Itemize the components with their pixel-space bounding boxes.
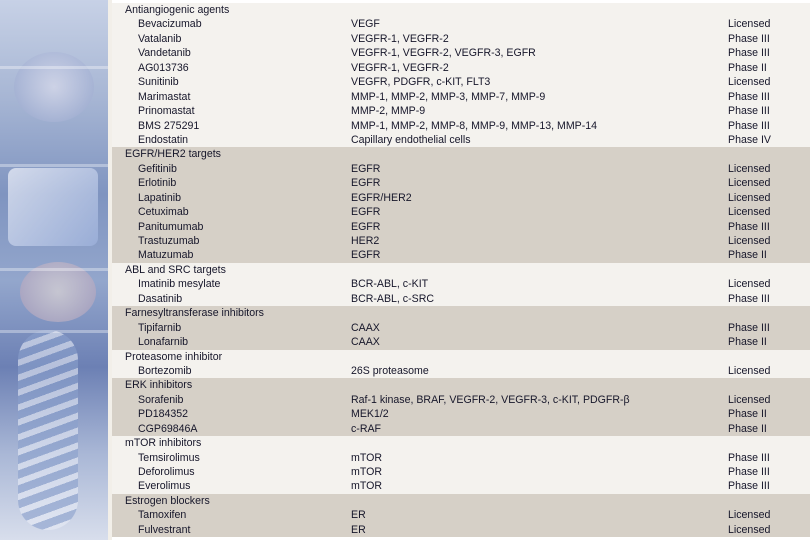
table-row: [112, 465, 810, 479]
table-row: [112, 32, 810, 46]
development-status: Licensed: [728, 364, 771, 377]
section-group: [112, 147, 810, 263]
table-row: [112, 479, 810, 493]
drug-name: Imatinib mesylate: [138, 278, 221, 291]
section-title: Proteasome inhibitor: [125, 350, 223, 363]
drug-name: Tamoxifen: [138, 509, 187, 522]
drug-name: Fulvestrant: [138, 523, 191, 536]
drug-name: Lonafarnib: [138, 336, 189, 349]
development-status: Phase III: [728, 105, 770, 118]
drug-name: Temsirolimus: [138, 451, 200, 464]
drug-name: AG013736: [138, 61, 189, 74]
molecular-target: MEK1/2: [351, 408, 389, 421]
development-status: Phase III: [728, 292, 770, 305]
molecular-target: BCR-ABL, c-SRC: [351, 292, 434, 305]
molecular-target: EGFR: [351, 162, 381, 175]
section-title: ABL and SRC targets: [125, 263, 226, 276]
table-row: [112, 407, 810, 421]
section-group: [112, 3, 810, 147]
development-status: Phase II: [728, 61, 767, 74]
section-group: [112, 306, 810, 349]
drug-name: Everolimus: [138, 480, 191, 493]
development-status: Licensed: [728, 523, 771, 536]
molecular-target: 26S proteasome: [351, 364, 429, 377]
drug-name: Tipifarnib: [138, 321, 182, 334]
development-status: Phase III: [728, 480, 770, 493]
molecular-target: HER2: [351, 235, 380, 247]
table-row: [112, 248, 810, 262]
drug-name: Vatalanib: [138, 32, 182, 45]
drug-name: Lapatinib: [138, 191, 182, 204]
development-status: Licensed: [728, 177, 771, 190]
section-header-row: [112, 350, 810, 364]
molecular-target: Capillary endothelial cells: [351, 133, 471, 146]
development-status: Phase II: [728, 422, 767, 435]
section-title: EGFR/HER2 targets: [125, 148, 221, 161]
molecular-target: CAAX: [351, 321, 380, 334]
development-status: Phase III: [728, 466, 770, 478]
molecular-target: EGFR: [351, 220, 381, 233]
molecular-target: mTOR: [351, 480, 382, 493]
development-status: Licensed: [728, 206, 771, 219]
drug-name: Vandetanib: [138, 47, 191, 60]
section-header-row: [112, 378, 810, 392]
table-row: [112, 162, 810, 176]
development-status: Licensed: [728, 278, 771, 291]
drug-name: Trastuzumab: [138, 235, 200, 247]
molecular-target: VEGFR-1, VEGFR-2: [351, 32, 449, 45]
development-status: Licensed: [728, 18, 771, 31]
development-status: Phase III: [728, 119, 770, 132]
development-status: Phase II: [728, 408, 767, 421]
development-status: Phase III: [728, 47, 770, 60]
development-status: Licensed: [728, 76, 771, 89]
section-group: [112, 436, 810, 494]
molecular-target: MMP-1, MMP-2, MMP-8, MMP-9, MMP-13, MMP-14: [351, 119, 598, 132]
section-header-row: [112, 494, 810, 508]
drug-name: Matuzumab: [138, 249, 194, 262]
molecular-target: CAAX: [351, 336, 380, 349]
table-row: [112, 75, 810, 89]
table-row: [112, 220, 810, 234]
section-header-row: [112, 147, 810, 161]
table-row: [112, 104, 810, 118]
table-row: [112, 508, 810, 522]
molecular-target: VEGF: [351, 18, 380, 31]
development-status: Phase II: [728, 249, 767, 262]
table-row: [112, 422, 810, 436]
table-row: [112, 277, 810, 291]
section-group: [112, 378, 810, 436]
table-row: [112, 364, 810, 378]
drug-name: Gefitinib: [138, 162, 177, 175]
molecular-target: MMP-1, MMP-2, MMP-3, MMP-7, MMP-9: [351, 90, 546, 103]
development-status: Phase III: [728, 321, 770, 334]
molecular-target: EGFR: [351, 249, 381, 262]
molecular-target: ER: [351, 509, 366, 522]
molecular-target: mTOR: [351, 466, 382, 478]
molecular-target: EGFR: [351, 206, 381, 219]
section-group: [112, 494, 810, 537]
table-row: [112, 234, 810, 248]
development-status: Phase III: [728, 90, 770, 103]
monitor-graphic: [8, 168, 98, 246]
table-row: [112, 393, 810, 407]
development-status: Licensed: [728, 509, 771, 522]
table-row: [112, 176, 810, 190]
development-status: Licensed: [728, 191, 771, 204]
drug-target-table: [112, 3, 810, 537]
molecular-target: VEGFR-1, VEGFR-2, VEGFR-3, EGFR: [351, 47, 536, 60]
drug-name: CGP69846A: [138, 422, 198, 435]
globe-graphic: [14, 52, 94, 122]
section-title: Farnesyltransferase inhibitors: [125, 307, 264, 320]
drug-name: Marimastat: [138, 90, 191, 103]
section-title: mTOR inhibitors: [125, 437, 202, 450]
molecular-target: MMP-2, MMP-9: [351, 105, 426, 118]
drug-name: Endostatin: [138, 133, 189, 146]
table-row: [112, 61, 810, 75]
table-row: [112, 292, 810, 306]
development-status: Licensed: [728, 235, 771, 247]
molecular-target: Raf-1 kinase, BRAF, VEGFR-2, VEGFR-3, c-KIT, PDGFR-β: [351, 393, 630, 406]
cell-graphic: [20, 262, 96, 322]
drug-name: Bevacizumab: [138, 18, 202, 31]
drug-name: PD184352: [138, 408, 189, 421]
table-row: [112, 205, 810, 219]
drug-name: Dasatinib: [138, 292, 183, 305]
table-row: [112, 119, 810, 133]
drug-name: Erlotinib: [138, 177, 177, 190]
decorative-sidebar-image: [0, 0, 108, 540]
table-row: [112, 133, 810, 147]
section-title: Estrogen blockers: [125, 494, 210, 507]
development-status: Phase III: [728, 32, 770, 45]
table-row: [112, 335, 810, 349]
molecular-target: ER: [351, 523, 366, 536]
section-group: [112, 350, 810, 379]
table-row: [112, 17, 810, 31]
drug-name: Sorafenib: [138, 393, 184, 406]
development-status: Licensed: [728, 162, 771, 175]
drug-name: Panitumumab: [138, 220, 204, 233]
molecular-target: EGFR: [351, 177, 381, 190]
section-title: ERK inhibitors: [125, 379, 193, 392]
drug-name: BMS 275291: [138, 119, 200, 132]
table-row: [112, 90, 810, 104]
section-header-row: [112, 3, 810, 17]
molecular-target: mTOR: [351, 451, 382, 464]
section-header-row: [112, 263, 810, 277]
drug-name: Sunitinib: [138, 76, 179, 89]
development-status: Phase III: [728, 451, 770, 464]
development-status: Phase II: [728, 336, 767, 349]
section-title: Antiangiogenic agents: [125, 4, 230, 16]
drug-name: Bortezomib: [138, 364, 192, 377]
molecular-target: EGFR/HER2: [351, 191, 412, 204]
development-status: Phase III: [728, 220, 770, 233]
section-header-row: [112, 306, 810, 320]
development-status: Licensed: [728, 393, 771, 406]
development-status: Phase IV: [728, 133, 771, 146]
section-group: [112, 263, 810, 306]
table-row: [112, 523, 810, 537]
table-row: [112, 191, 810, 205]
table-row: [112, 46, 810, 60]
molecular-target: VEGFR, PDGFR, c-KIT, FLT3: [351, 76, 491, 89]
molecular-target: BCR-ABL, c-KIT: [351, 278, 429, 291]
dna-helix-graphic: [18, 330, 78, 530]
drug-name: Cetuximab: [138, 206, 189, 219]
drug-name: Prinomastat: [138, 105, 195, 118]
section-header-row: [112, 436, 810, 450]
molecular-target: c-RAF: [351, 422, 382, 435]
table-row: [112, 321, 810, 335]
table-row: [112, 451, 810, 465]
drug-name: Deforolimus: [138, 466, 195, 478]
molecular-target: VEGFR-1, VEGFR-2: [351, 61, 449, 74]
